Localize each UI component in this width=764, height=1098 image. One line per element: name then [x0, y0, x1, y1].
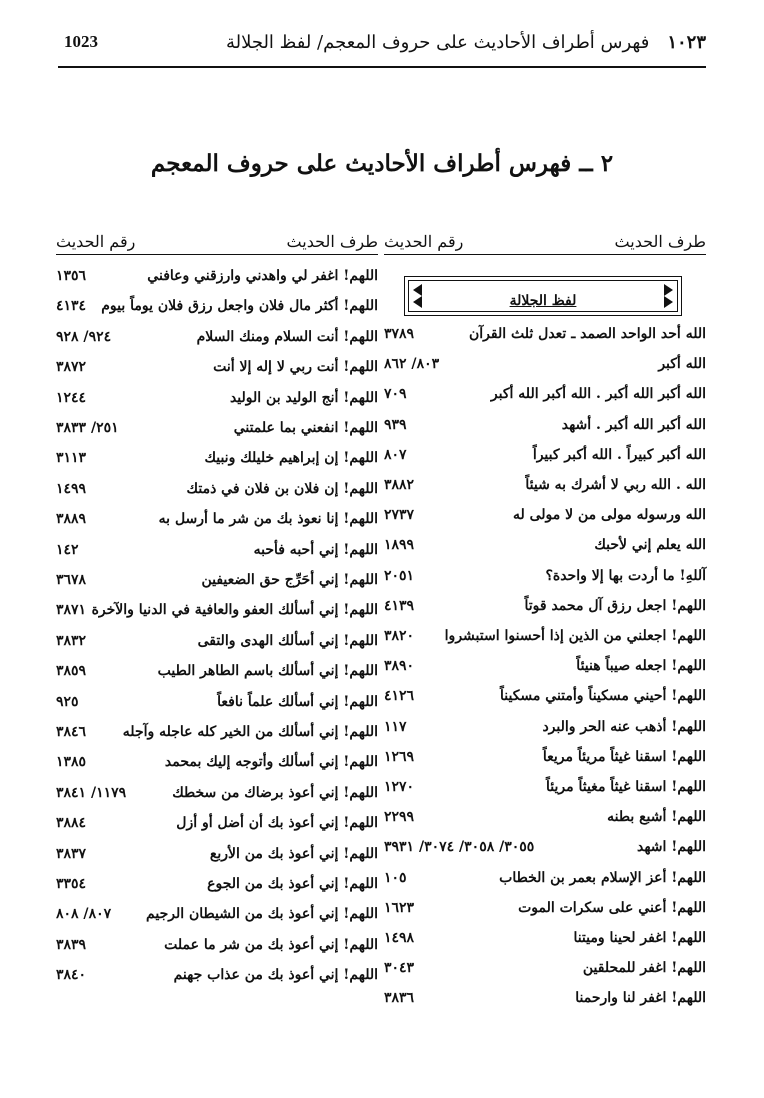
hadith-text: اللهم! أنج الوليد بن الوليد — [229, 389, 378, 406]
index-entry — [56, 538, 378, 562]
hadith-text: الله . الله ربي لا أشرك به شيئاً — [525, 477, 706, 493]
hadith-number: ٩٣٩ — [384, 416, 407, 433]
hadith-text: اللهم! أذهب عنه الحر والبرد — [542, 718, 706, 735]
hadith-text: اللهم! إني أعوذ بك من الشيطان الرجيم — [146, 906, 378, 923]
hadith-text: اللهم! إني أسألك علماً نافعاً — [217, 693, 378, 710]
section-frame — [404, 276, 682, 316]
index-entry — [56, 963, 378, 987]
index-entry — [56, 294, 378, 318]
hadith-text: اللهم! إني أسألك العفو والعافية في الدنيا والآخرة — [91, 602, 378, 619]
hadith-number: ٣٠٤٣ — [384, 960, 415, 977]
hadith-number: ١٢٦٩ — [384, 748, 415, 765]
index-entry — [384, 926, 706, 950]
index-entry — [56, 902, 378, 926]
hadith-number: ٣٠٥٥/ ٣٠٥٨/ ٣٠٧٤/ ٣٩٣١ — [384, 839, 535, 856]
index-entry — [384, 866, 706, 890]
index-entry — [384, 382, 706, 406]
hadith-number: ٢٢٩٩ — [384, 809, 415, 826]
index-entry — [56, 842, 378, 866]
hadith-number: ١٤٩٨ — [384, 930, 415, 946]
left-column-header — [56, 232, 378, 255]
hadith-text: اللهم! اغفر لي واهدني وارزقني وعافني — [147, 268, 378, 284]
index-entry — [56, 416, 378, 440]
index-entry — [56, 933, 378, 957]
hadith-text: اللهم! إني أسألك وأتوجه إليك بمحمد — [164, 754, 378, 771]
hadith-number: ٤١٢٦ — [384, 688, 415, 705]
index-entry — [384, 473, 706, 497]
hadith-number: ١١٧ — [384, 718, 407, 735]
hadith-text: اللهم! اغفر لنا وارحمنا — [575, 990, 706, 1007]
hadith-text: اللهم! أشبع بطنه — [607, 809, 706, 826]
index-entry — [384, 503, 706, 527]
right-header-number: رقم الحديث — [384, 232, 464, 251]
index-entry — [384, 533, 706, 557]
hadith-text: الله أحد الواحد الصمد ـ تعدل ثلث القرآن — [468, 326, 706, 342]
index-entry — [56, 598, 378, 622]
running-title — [226, 32, 706, 53]
hadith-number: ١٠٥ — [384, 869, 407, 886]
hadith-text: اللهم! إني أعوذ بك من الجوع — [207, 876, 378, 892]
index-entry — [56, 264, 378, 288]
hadith-text: الله أكبر — [658, 356, 706, 373]
index-entry — [56, 446, 378, 470]
hadith-text: اللهم! اجعله صيباً هنيئاً — [576, 658, 706, 675]
hadith-text: اللهم! إني أعوذ بك من عذاب جهنم — [173, 967, 378, 984]
index-entry — [56, 690, 378, 714]
hadith-number: ٨٠٣/ ٨٦٢ — [384, 356, 440, 373]
right-header-text: طرف الحديث — [614, 232, 706, 251]
index-entry — [56, 386, 378, 410]
page-number-latin: 1023 — [64, 32, 98, 51]
hadith-number: ٢٧٣٧ — [384, 507, 415, 524]
hadith-text: اللهم! اجعلني من الذين إذا أحسنوا استبشروا — [444, 628, 706, 644]
left-header-text: طرف الحديث — [286, 232, 378, 251]
hadith-text: اللهم! اجعل رزق آل محمد قوتاً — [524, 597, 706, 614]
index-entry — [384, 594, 706, 618]
index-entry — [56, 477, 378, 501]
hadith-text: اللهم! أكثر مال فلان واجعل رزق فلان يوماً بيوم — [101, 298, 378, 315]
hadith-number: ٣٨٣٩ — [56, 936, 87, 953]
hadith-text: اللهم! اشهد — [636, 839, 706, 856]
hadith-text: اللهم! أحيني مسكيناً وأمتني مسكيناً — [499, 688, 706, 705]
hadith-number: ١٣٥٦ — [56, 268, 87, 284]
hadith-text: اللهم! إني أسألك من الخير كله عاجله وآجله — [122, 724, 378, 740]
index-entry — [56, 629, 378, 653]
hadith-number: ٩٢٤/ ٩٢٨ — [56, 328, 112, 345]
hadith-number: ٣٣٥٤ — [56, 876, 87, 892]
hadith-number: ١٤٩٩ — [56, 480, 87, 497]
section-label: لفظ الجلالة — [509, 293, 577, 309]
hadith-number: ٤١٣٩ — [384, 597, 415, 614]
hadith-number: ٣٨٣٢ — [56, 632, 87, 649]
index-entry — [56, 750, 378, 774]
page-header — [58, 32, 706, 68]
index-entry — [384, 835, 706, 859]
hadith-number: ٧٠٩ — [384, 386, 407, 403]
hadith-text: الله ورسوله مولى من لا مولى له — [512, 507, 706, 524]
index-entry — [384, 564, 706, 588]
hadith-number: ٢٥١/ ٣٨٣٣ — [56, 420, 119, 436]
hadith-text: الله أكبر الله أكبر . أشهد — [561, 416, 706, 433]
hadith-number: ٩٢٥ — [56, 693, 79, 710]
hadith-text: اللهم! اغفر لحينا وميتنا — [573, 930, 706, 946]
index-entry — [384, 322, 706, 346]
hadith-number: ١٨٩٩ — [384, 537, 415, 554]
hadith-text: اللهم! أعني على سكرات الموت — [518, 899, 706, 916]
hadith-number: ٣٨٨٩ — [56, 511, 87, 528]
left-header-number: رقم الحديث — [56, 232, 136, 251]
index-entry — [384, 624, 706, 648]
right-column-header — [384, 232, 706, 255]
hadith-number: ٣٨٨٤ — [56, 815, 87, 832]
index-entry — [56, 811, 378, 835]
hadith-number: ٨٠٧ — [384, 446, 407, 463]
hadith-number: ٣٨٣٦ — [384, 990, 415, 1007]
index-entry — [56, 355, 378, 379]
index-entry — [56, 659, 378, 683]
main-title: ٢ ــ فهرس أطراف الأحاديث على حروف المعجم — [150, 150, 614, 177]
hadith-number: ١٣٨٥ — [56, 754, 87, 771]
hadith-text: اللهم! اسقنا غيثاً مريئاً مريعاً — [542, 748, 706, 765]
index-entry — [56, 781, 378, 805]
hadith-number: ١٤٢ — [56, 541, 79, 558]
index-entry — [384, 986, 706, 1010]
index-entry — [384, 654, 706, 678]
hadith-text: اللهم! أنت السلام ومنك السلام — [196, 328, 378, 345]
hadith-text: الله أكبر الله أكبر . الله أكبر الله أكبر — [490, 386, 706, 403]
hadith-text: اللهم! أنت ربي لا إله إلا أنت — [213, 359, 378, 376]
hadith-number: ٣٦٧٨ — [56, 572, 87, 588]
hadith-text: اللهم! إني أعوذ بك أن أضل أو أزل — [176, 815, 378, 832]
hadith-text: اللهم! إن فلان بن فلان في ذمتك — [186, 480, 378, 497]
hadith-text: اللهم! اسقنا غيثاً مغيثاً مريئاً — [545, 779, 706, 795]
hadith-text: الله أكبر كبيراً . الله أكبر كبيراً — [532, 446, 706, 463]
index-entry — [384, 413, 706, 437]
index-entry — [384, 443, 706, 467]
index-entry — [384, 805, 706, 829]
hadith-text: آللهِ! ما أردت بها إلا واحدة؟ — [545, 567, 706, 584]
hadith-number: ٨٠٧/ ٨٠٨ — [56, 906, 112, 923]
hadith-number: ٣٨٧١ — [56, 602, 87, 619]
hadith-number: ١٢٤٤ — [56, 389, 87, 406]
hadith-text: اللهم! إنا نعوذ بك من شر ما أرسل به — [158, 511, 378, 528]
hadith-number: ١٢٧٠ — [384, 779, 415, 795]
hadith-number: ٣٨٤٦ — [56, 724, 87, 740]
hadith-number: ٣٨٩٠ — [384, 658, 415, 675]
hadith-text: اللهم! إني أسألك باسم الطاهر الطيب — [157, 663, 378, 680]
hadith-text: اللهم! إن إبراهيم خليلك ونبيك — [204, 450, 378, 467]
index-entry — [56, 507, 378, 531]
running-title-text: فهرس أطراف الأحاديث على حروف المعجم/ لفظ الجلالة — [225, 32, 650, 53]
hadith-number: ١١٧٩/ ٣٨٤١ — [56, 784, 127, 801]
hadith-number: ٣٧٨٩ — [384, 326, 415, 342]
hadith-text: اللهم! إني أحبه فأحبه — [253, 541, 378, 558]
index-entry — [56, 872, 378, 896]
hadith-number: ٣٨٣٧ — [56, 845, 87, 862]
hadith-number: ٣١١٣ — [56, 450, 87, 467]
hadith-text: اللهم! انفعني بما علمتني — [233, 420, 378, 436]
index-entry — [384, 745, 706, 769]
hadith-number: ٣٨٧٢ — [56, 359, 87, 376]
hadith-text: اللهم! إني أعوذ بك من شر ما عملت — [164, 936, 378, 953]
hadith-text: اللهم! إني أعوذ بك من الأربع — [209, 845, 378, 862]
hadith-text: اللهم! أعز الإسلام بعمر بن الخطاب — [499, 869, 706, 886]
index-entry — [384, 775, 706, 799]
hadith-text: اللهم! اغفر للمحلقين — [582, 960, 706, 977]
hadith-text: الله يعلم إني لأحبك — [594, 537, 706, 554]
index-entry — [56, 568, 378, 592]
index-entry — [384, 684, 706, 708]
hadith-number: ٣٨٥٩ — [56, 663, 87, 680]
hadith-number: ٢٠٥١ — [384, 567, 415, 584]
hadith-text: اللهم! إني أحَرِّج حق الضعيفين — [201, 572, 378, 588]
page-number-arabic: ١٠٢٣ — [667, 32, 706, 53]
index-entry — [384, 715, 706, 739]
index-entry — [384, 956, 706, 980]
index-entry — [56, 325, 378, 349]
index-entry — [384, 896, 706, 920]
index-entry — [384, 352, 706, 376]
hadith-text: اللهم! إني أسألك الهدى والتقى — [197, 632, 378, 649]
hadith-number: ٣٨٨٢ — [384, 477, 415, 493]
hadith-text: اللهم! إني أعوذ برضاك من سخطك — [172, 784, 378, 801]
hadith-number: ٣٨٤٠ — [56, 967, 87, 984]
hadith-number: ١٦٢٣ — [384, 899, 415, 916]
index-entry — [56, 720, 378, 744]
hadith-number: ٣٨٢٠ — [384, 628, 415, 644]
hadith-number: ٤١٣٤ — [56, 298, 87, 315]
